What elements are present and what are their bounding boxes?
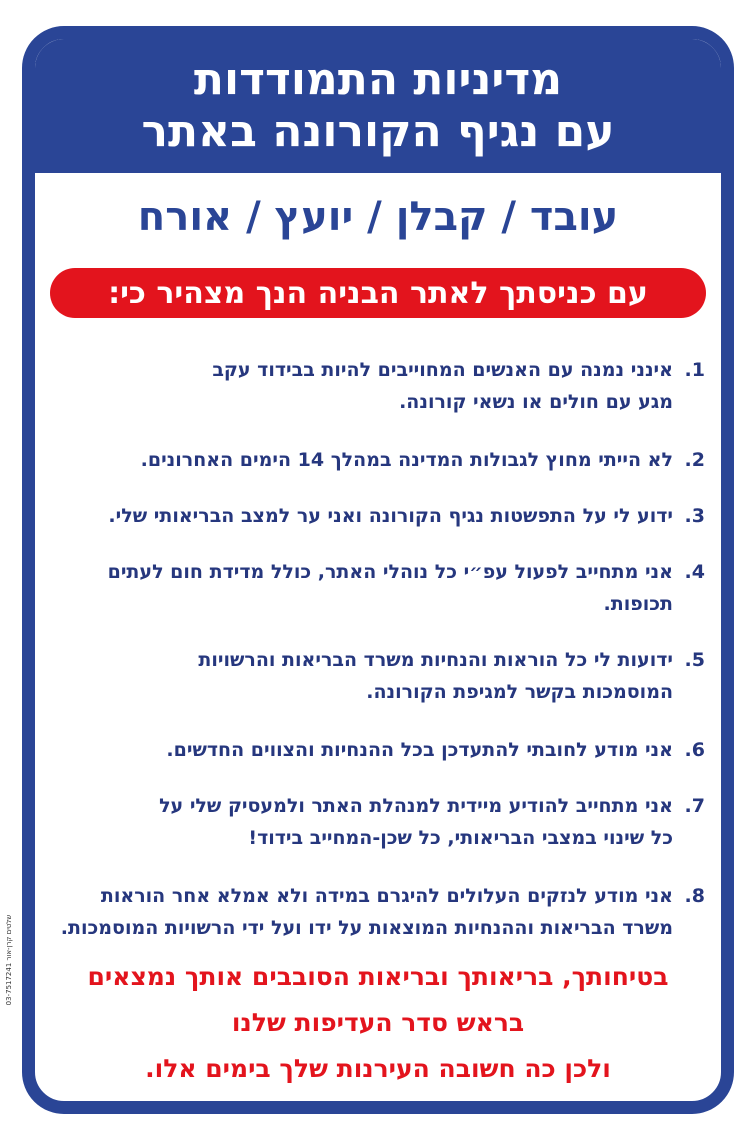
item-text [43,444,673,476]
item-number: 1. [684,359,705,381]
printer-credit-text: שלטים קרן-אור 03-7517241 [5,914,13,1006]
item-line: אני מודע לחובתי להתעדכן בכל ההנחיות והצווים החדשים. [166,739,673,761]
declaration-list [43,354,705,944]
item-line: כל שינוי במצבי הבריאותי, כל שכן-המחייב בידוד! [248,827,673,849]
list-item [43,500,705,532]
list-item [43,790,705,854]
list-item [43,880,705,944]
closing-line: ולכן כה חשובה העירנות שלך בימים אלו. [145,1054,611,1083]
list-item [43,644,705,708]
item-text [43,556,673,620]
item-number: 3. [684,505,705,527]
item-text [43,790,673,854]
sign-frame [22,26,734,1114]
item-text [43,734,673,766]
item-number: 6. [684,739,705,761]
item-line: המוסמכות בקשר למגיפת הקורונה. [366,681,673,703]
item-number: 7. [684,795,705,817]
item-line: אני מתחייב להודיע מיידית למנהלת האתר ולמעסיק שלי על [159,795,673,817]
roles-heading: עובד / קבלן / יועץ / אורח [137,194,619,240]
item-number: 5. [684,649,705,671]
list-item [43,556,705,620]
item-line: מגע עם חולים או נשאי קורונה. [399,391,673,413]
item-line: משרד הבריאות וההנחיות המוצאות על ידו ועל ידי הרשויות המוסמכות. [60,917,673,939]
closing-statement [35,954,721,1092]
item-line: ידוע לי על התפשטות נגיף הקורונה ואני ער למצב הבריאותי שלי. [108,505,673,527]
item-line: אני מתחייב לפעול עפ״י כל נוהלי האתר, כולל מדידת חום לעתים תכופות. [107,561,673,615]
item-line: אני מודע לנזקים העלולים להיגרם במידה ולא אמלא אחר הוראות [100,885,673,907]
list-item [43,354,705,418]
title-line-1: מדיניות התמודדות [193,54,563,105]
item-number: 2. [684,449,705,471]
item-text [43,354,673,418]
closing-line: בראש סדר העדיפות שלנו [231,1008,525,1037]
item-number: 8. [684,885,705,907]
list-item [43,444,705,476]
list-item [43,734,705,766]
title-line-2: עם נגיף הקורונה באתר [141,106,615,157]
item-line: לא הייתי מחוץ לגבולות המדינה במהלך 14 הימים האחרונים. [140,449,673,471]
item-text [43,500,673,532]
item-line: ידועות לי כל הוראות והנחיות משרד הבריאות והרשויות [198,649,673,671]
item-text [43,880,673,944]
printer-credit [4,890,14,1030]
declaration-text: עם כניסתך לאתר הבניה הנך מצהיר כי: [108,275,648,311]
closing-line: בטיחותך, בריאותך ובריאות הסובבים אותך נמצאים [87,962,669,991]
sign-header [35,39,721,173]
item-number: 4. [684,561,705,583]
item-line: אינני נמנה עם האנשים המחוייבים להיות בבידוד עקב [212,359,673,381]
item-text [43,644,673,708]
declaration-banner [50,268,706,318]
